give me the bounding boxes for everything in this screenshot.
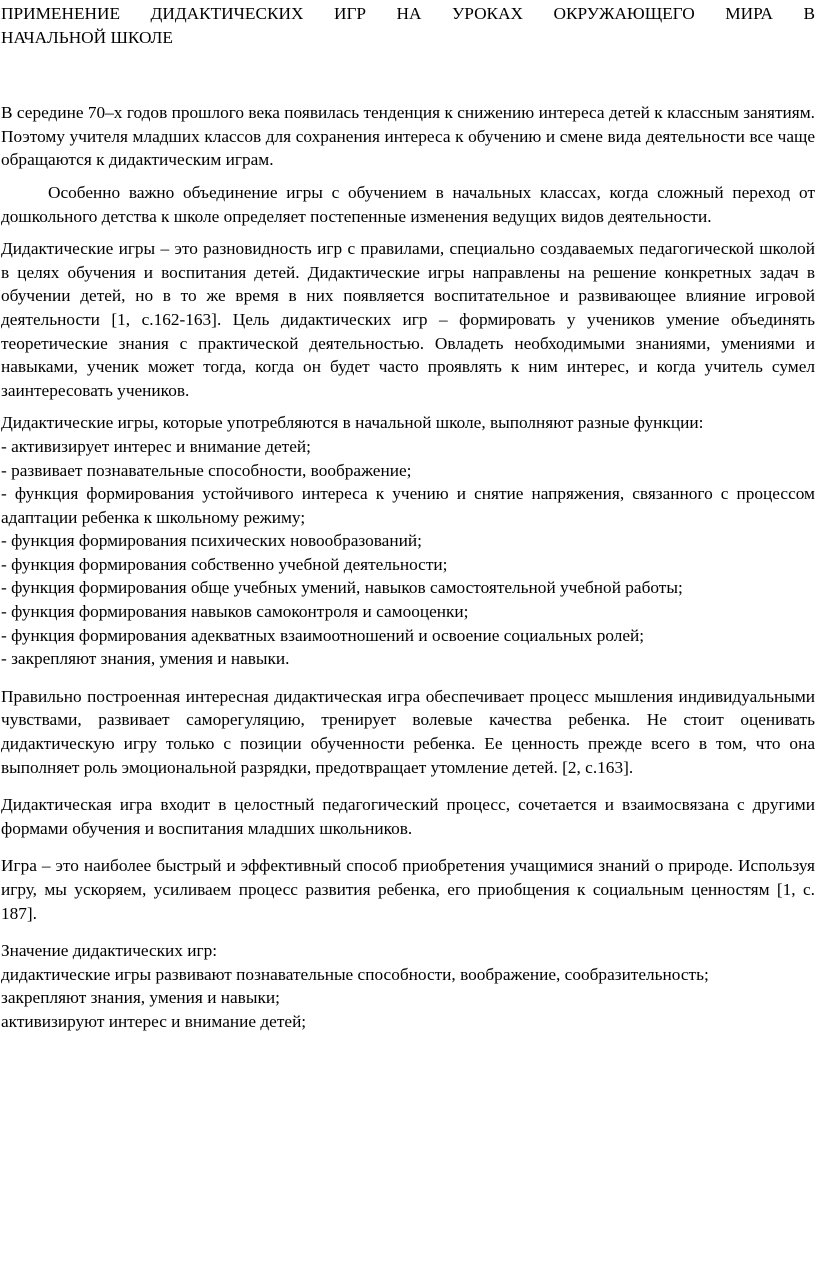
paragraph-functions-intro: Дидактические игры, которые употребляются в начальной школе, выполняют разные функции: xyxy=(1,413,704,433)
list-item: - функция формирования психических новообразований; xyxy=(1,531,422,551)
list-item: - функция формирования адекватных взаимоотношений и освоение социальных ролей; xyxy=(1,625,645,645)
list-item: - функция формирования собственно учебной деятельности; xyxy=(1,554,448,574)
paragraph-intro: В середине 70–х годов прошлого века появилась тенденция к снижению интереса детей к классным занятиям. Поэтому учителя младших классов для сохранения интереса к обучению и смене вида деятельности все чаще обращаются к дидактическим играм. xyxy=(1,103,815,170)
list-item: - функция формирования устойчивого интереса к учению и снятие напряжения, связанного с процессом адаптации ребенка к школьному режиму; xyxy=(1,484,815,527)
paragraph-nature: Игра – это наиболее быстрый и эффективный способ приобретения учащимися знаний о природе. Используя игру, мы ускоряем, усиливаем процесс развития ребенка, его приобщения к социальным ценностям [1, с. 187]. xyxy=(1,856,815,923)
list-item: - активизирует интерес и внимание детей; xyxy=(1,436,311,456)
title-line-1: ПРИМЕНЕНИЕ ДИДАКТИЧЕСКИХ ИГР НА УРОКАХ ОКРУЖАЮЩЕГО МИРА В xyxy=(1,4,815,23)
paragraph-significance-heading: Значение дидактических игр: xyxy=(1,941,218,961)
paragraph-importance: Особенно важно объединение игры с обучением в начальных классах, когда сложный переход от дошкольного детства к школе определяет постепенные изменения ведущих видов деятельности. xyxy=(1,182,815,226)
paragraph-integration: Дидактическая игра входит в целостный педагогический процесс, сочетается и взаимосвязана с другими формами обучения и воспитания младших школьников. xyxy=(1,795,815,838)
significance-list xyxy=(1,963,816,1034)
list-item: закрепляют знания, умения и навыки; xyxy=(1,988,280,1008)
functions-list xyxy=(1,435,816,671)
list-item: - функция формирования навыков самоконтроля и самооценки; xyxy=(1,602,469,622)
title-line-2: НАЧАЛЬНОЙ ШКОЛЕ xyxy=(1,27,173,47)
paragraph-definition: Дидактические игры – это разновидность игр с правилами, специально создаваемых педагогической школой в целях обучения и воспитания детей. Дидактические игры направлены на решение конкретных задач в обучении детей, но в то же время в них появляется воспитательное и развивающее влияние игровой деятельности [1, с.162-163]. Цель дидактических игр – формировать у учеников умение объединять теоретические знания с практической деятельностью. Овладеть необходимыми знаниями, умениями и навыками, ученик может тогда, когда он будет часто проявлять к ним интерес, и когда учитель сумел заинтересовать учеников. xyxy=(1,239,815,400)
list-item: активизируют интерес и внимание детей; xyxy=(1,1011,307,1031)
paragraph-value: Правильно построенная интересная дидактическая игра обеспечивает процесс мышления индивидуальными чувствами, развивает саморегуляцию, тренирует волевые качества ребенка. Не стоит оценивать дидактическую игру только с позиции обученности ребенка. Ее ценность прежде всего в том, что она выполняет роль эмоциональной разрядки, предотвращает утомление детей. [2, с.163]. xyxy=(1,686,815,777)
list-item: дидактические игры развивают познавательные способности, воображение, сообразительность; xyxy=(1,964,709,984)
list-item: - функция формирования обще учебных умений, навыков самостоятельной учебной работы; xyxy=(1,578,683,598)
document-title xyxy=(1,2,815,49)
list-item: - закрепляют знания, умения и навыки. xyxy=(1,649,290,669)
list-item: - развивает познавательные способности, воображение; xyxy=(1,460,412,480)
